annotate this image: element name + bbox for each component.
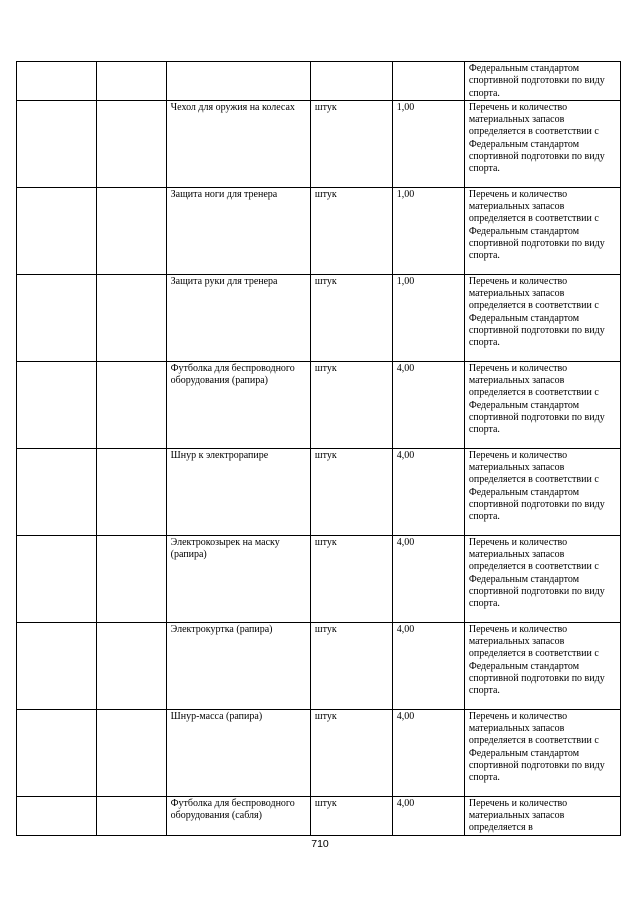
- quantity-cell: 1,00: [392, 187, 464, 274]
- category-cell: [17, 535, 97, 622]
- item-name-cell: Защита ноги для тренера: [166, 187, 310, 274]
- category-cell: [17, 187, 97, 274]
- note-cell: Перечень и количество материальных запасов определяется в соответствии с Федеральным стандартом спортивной подготовки по виду спорта.: [464, 100, 620, 187]
- category-cell: [17, 62, 97, 101]
- unit-cell: штук: [310, 622, 392, 709]
- table-row: [17, 361, 621, 448]
- inventory-table: [16, 61, 621, 836]
- subcategory-cell: [96, 709, 166, 796]
- unit-cell: штук: [310, 448, 392, 535]
- subcategory-cell: [96, 361, 166, 448]
- quantity-cell: 4,00: [392, 796, 464, 835]
- subcategory-cell: [96, 187, 166, 274]
- unit-cell: [310, 62, 392, 101]
- table-row: [17, 448, 621, 535]
- unit-cell: штук: [310, 187, 392, 274]
- category-cell: [17, 361, 97, 448]
- unit-cell: штук: [310, 361, 392, 448]
- category-cell: [17, 274, 97, 361]
- subcategory-cell: [96, 100, 166, 187]
- quantity-cell: 4,00: [392, 361, 464, 448]
- table-row: [17, 535, 621, 622]
- quantity-cell: 4,00: [392, 448, 464, 535]
- item-name-cell: Электрокуртка (рапира): [166, 622, 310, 709]
- note-cell: Перечень и количество материальных запасов определяется в соответствии с Федеральным стандартом спортивной подготовки по виду спорта.: [464, 274, 620, 361]
- note-cell: Перечень и количество материальных запасов определяется в соответствии с Федеральным стандартом спортивной подготовки по виду спорта.: [464, 709, 620, 796]
- quantity-cell: 4,00: [392, 709, 464, 796]
- unit-cell: штук: [310, 274, 392, 361]
- item-name-cell: Защита руки для тренера: [166, 274, 310, 361]
- subcategory-cell: [96, 274, 166, 361]
- table-row: [17, 100, 621, 187]
- note-cell: Перечень и количество материальных запасов определяется в соответствии с Федеральным стандартом спортивной подготовки по виду спорта.: [464, 361, 620, 448]
- category-cell: [17, 709, 97, 796]
- quantity-cell: 4,00: [392, 622, 464, 709]
- category-cell: [17, 796, 97, 835]
- subcategory-cell: [96, 62, 166, 101]
- table-row: [17, 187, 621, 274]
- item-name-cell: Чехол для оружия на колесах: [166, 100, 310, 187]
- item-name-cell: Шнур-масса (рапира): [166, 709, 310, 796]
- category-cell: [17, 448, 97, 535]
- item-name-cell: Футболка для беспроводного оборудования (рапира): [166, 361, 310, 448]
- unit-cell: штук: [310, 709, 392, 796]
- unit-cell: штук: [310, 100, 392, 187]
- unit-cell: штук: [310, 535, 392, 622]
- note-cell: Перечень и количество материальных запасов определяется в: [464, 796, 620, 835]
- table-row-partial-bottom: [17, 796, 621, 835]
- page-number: 710: [311, 838, 329, 850]
- item-name-cell: [166, 62, 310, 101]
- item-name-cell: Шнур к электрорапире: [166, 448, 310, 535]
- quantity-cell: 4,00: [392, 535, 464, 622]
- subcategory-cell: [96, 535, 166, 622]
- item-name-cell: Электрокозырек на маску (рапира): [166, 535, 310, 622]
- subcategory-cell: [96, 448, 166, 535]
- quantity-cell: [392, 62, 464, 101]
- note-cell: Федеральным стандартом спортивной подготовки по виду спорта.: [464, 62, 620, 101]
- category-cell: [17, 100, 97, 187]
- table-row: [17, 622, 621, 709]
- table-row: [17, 709, 621, 796]
- quantity-cell: 1,00: [392, 274, 464, 361]
- item-name-cell: Футболка для беспроводного оборудования (сабля): [166, 796, 310, 835]
- note-cell: Перечень и количество материальных запасов определяется в соответствии с Федеральным стандартом спортивной подготовки по виду спорта.: [464, 187, 620, 274]
- table-row: [17, 274, 621, 361]
- note-cell: Перечень и количество материальных запасов определяется в соответствии с Федеральным стандартом спортивной подготовки по виду спорта.: [464, 448, 620, 535]
- note-cell: Перечень и количество материальных запасов определяется в соответствии с Федеральным стандартом спортивной подготовки по виду спорта.: [464, 535, 620, 622]
- subcategory-cell: [96, 622, 166, 709]
- subcategory-cell: [96, 796, 166, 835]
- category-cell: [17, 622, 97, 709]
- quantity-cell: 1,00: [392, 100, 464, 187]
- inventory-table-body: [17, 62, 621, 836]
- table-row-partial-top: [17, 62, 621, 101]
- unit-cell: штук: [310, 796, 392, 835]
- note-cell: Перечень и количество материальных запасов определяется в соответствии с Федеральным стандартом спортивной подготовки по виду спорта.: [464, 622, 620, 709]
